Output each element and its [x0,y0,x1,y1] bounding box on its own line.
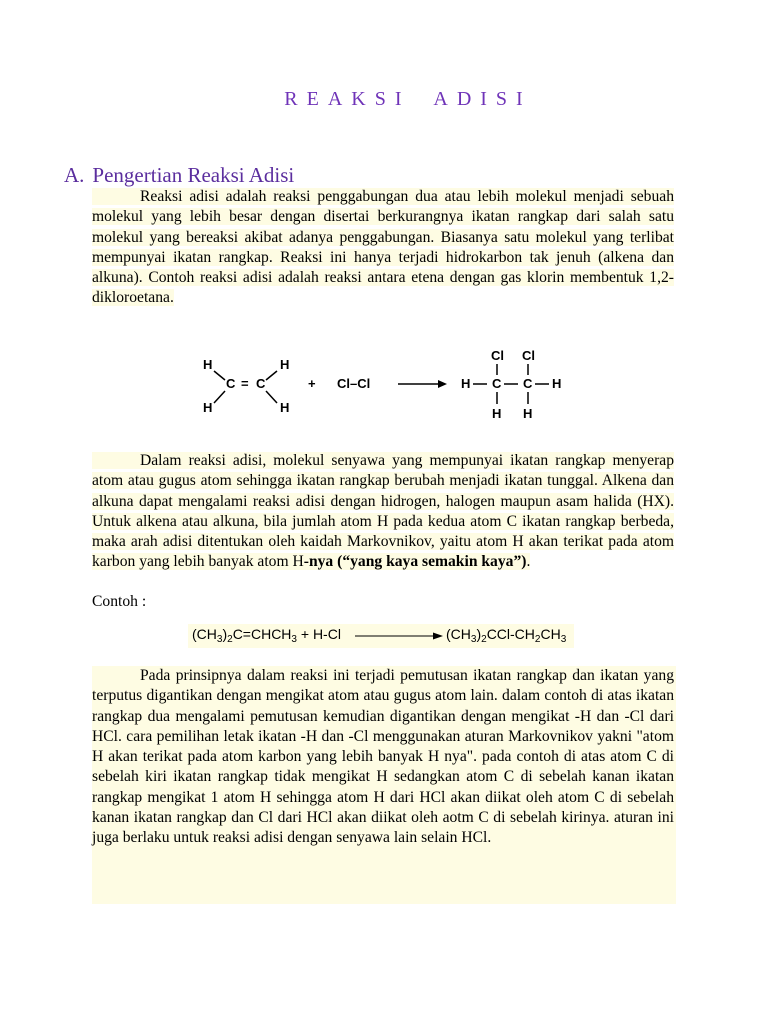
atom-c: C [226,376,236,391]
page-title: REAKSI ADISI [284,88,532,110]
paragraph-definition [92,187,674,309]
paragraph-markovnikov [92,451,674,573]
paragraph-markovnikov-end: . [526,553,531,571]
paragraph-markovnikov-text: Dalam reaksi adisi, molekul senyawa yang mempunyai ikatan rangkap menyerap atom atau gugus atom sehingga ikatan rangkap berubah menjadi ikatan tunggal. Alkena dan alkuna dapat mengalami reaksi adisi dengan hidrogen, halogen maupun asam halida (HX). Untuk alkena atau alkuna, bila jumlah atom H pada kedua atom C ikatan rangkap berbeda, maka arah adisi ditentukan oleh kaidah Markovnikov, yaitu atom H akan terikat pada atom karbon yang lebih banyak atom H [92,452,674,571]
section-heading [64,163,294,188]
paragraph-explanation-text: Pada prinsipnya dalam reaksi ini terjadi pemutusan ikatan rangkap dan ikatan yang terputus digantikan dengan mengikat atom atau gugus atom lain. dalam contoh di atas ikatan rangkap dua mengalami pemutusan kemudian digantikan dengan mengikat -H dan -Cl dari HCl. cara pemilihan letak ikatan -H dan -Cl menggunakan aturan Markovnikov yakni "atom H akan terikat pada atom karbon yang lebih banyak H nya". pada contoh di atas atom C di sebelah kiri ikatan rangkap tidak mengikat H sedangkan atom C di sebelah kanan ikatan rangkap mengikat 1 atom H sehingga atom H dari HCl akan diikat oleh atom C di sebelah kanan ikatan rangkap dan Cl dari HCl akan diikat oleh aotm C di sebelah kirinya. aturan ini juga berlaku untuk reaksi adisi dengan senyawa lain selain HCl. [92,667,674,847]
reaction-ethene-chlorine-diagram [195,345,575,425]
atom-h: H [203,400,213,415]
reaction-ethene-chlorine [195,345,575,425]
paragraph-markovnikov-emphasis: -nya (“yang kaya semakin kaya”) [303,553,527,571]
reaction-arrow [438,380,447,388]
atom-c: C [523,376,533,391]
atom-c: C [256,376,266,391]
paragraph-explanation [92,666,676,904]
reaction-arrow [355,630,443,642]
atom-h: H [552,376,562,391]
section-number: A. [64,163,85,187]
atom-cl: Cl [522,348,535,363]
chlorine-molecule: Cl–Cl [337,376,371,391]
atom-c: C [492,376,502,391]
atom-h: H [280,357,290,372]
paragraph-definition-text: Reaksi adisi adalah reaksi penggabungan dua atau lebih molekul menjadi sebuah molekul yang lebih besar dengan disertai berkurangnya ikatan rangkap dari salah satu molekul yang bereaksi akibat adanya penggabungan. Biasanya satu molekul yang terlibat mempunyai ikatan rangkap. Reaksi ini hanya terjadi hidrokarbon tak jenuh (alkena dan alkuna). Contoh reaksi adisi adalah reaksi antara etena dengan gas klorin membentuk 1,2-dikloroetana. [92,188,674,307]
atom-h: H [280,400,290,415]
double-bond: = [241,376,249,391]
reaction-right-side: $(CH_3)_2CCl-CH_2CH_3$ [446,626,567,645]
reaction-markovnikov-example [188,624,574,648]
example-label: Contoh : [92,593,147,610]
atom-cl: Cl [491,348,504,363]
plus-sign: + [308,376,316,391]
section-title: Pengertian Reaksi Adisi [92,163,295,187]
atom-h: H [523,406,533,421]
atom-h: H [492,406,502,421]
reaction-left-side: $(CH_3)_2C=CHCH_3 + H-Cl$ [192,626,341,645]
atom-h: H [461,376,471,391]
atom-h: H [203,357,213,372]
